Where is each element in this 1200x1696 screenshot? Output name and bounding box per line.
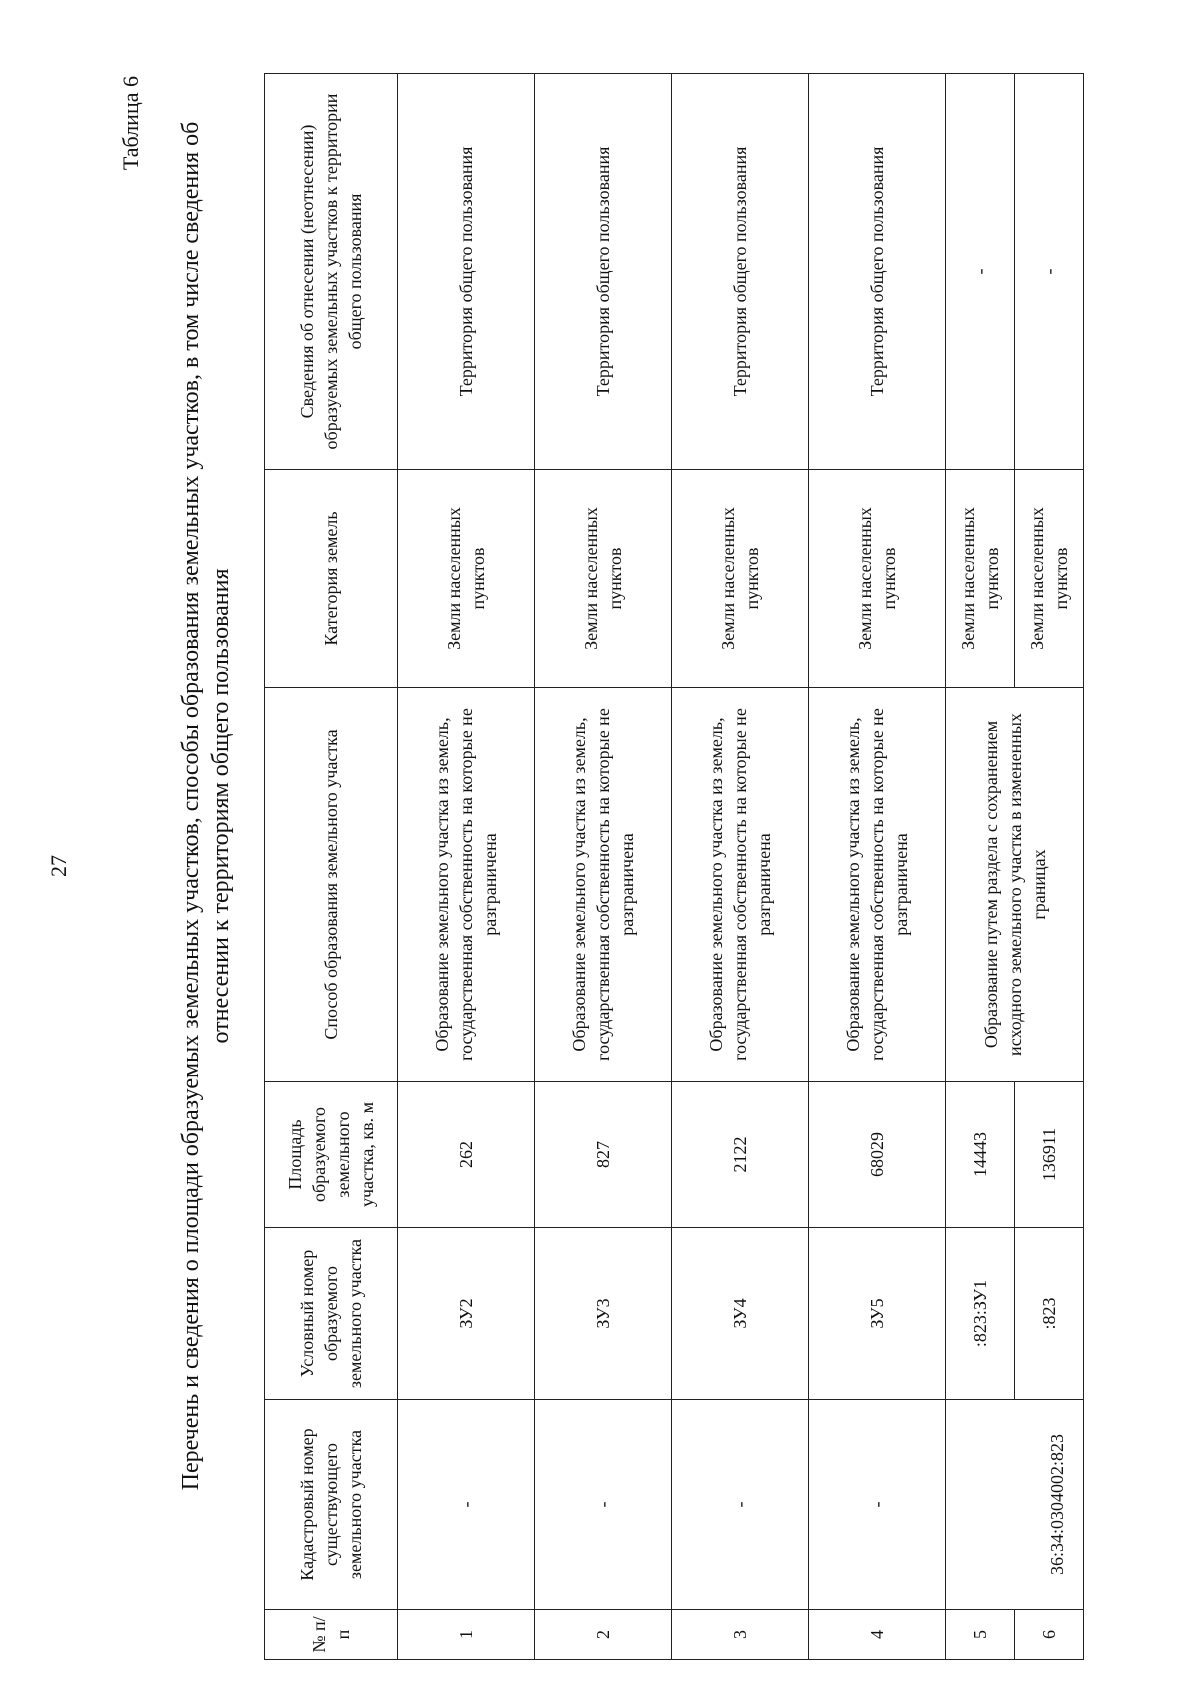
table-header-row <box>265 74 398 1660</box>
table-row <box>398 74 535 1660</box>
cell-number: 4 <box>809 1610 946 1660</box>
header-land-category: Категория земель <box>265 470 398 688</box>
table-row <box>809 74 946 1660</box>
cell-cadastral-number-merged: 36:34:0304002:823 <box>946 1400 1084 1610</box>
cell-formation-method: Образование земельного участка из земель, государственная собственность на которые не разграничена <box>672 688 809 1082</box>
header-area: Площадь образуемого земельного участка, кв. м <box>265 1082 398 1228</box>
cell-area: 14443 <box>946 1082 1015 1228</box>
cell-area: 2122 <box>672 1082 809 1228</box>
cell-public-use: - <box>1015 74 1084 470</box>
cell-cadastral-number: - <box>398 1400 535 1610</box>
cell-formation-method-merged: Образование путем раздела с сохранением исходного земельного участка в измененных границах <box>946 688 1084 1082</box>
cell-conditional-number: :823:ЗУ1 <box>946 1228 1015 1400</box>
cell-conditional-number: ЗУ3 <box>535 1228 672 1400</box>
table-row <box>946 74 1015 1660</box>
header-conditional-number: Условный номер образуемого земельного участка <box>265 1228 398 1400</box>
land-plots-table <box>264 73 1084 1660</box>
cell-conditional-number: ЗУ5 <box>809 1228 946 1400</box>
cell-public-use: Территория общего пользования <box>535 74 672 470</box>
header-cadastral-number: Кадастровый номер существующего земельного участка <box>265 1400 398 1610</box>
cell-land-category: Земли населенных пунктов <box>398 470 535 688</box>
cell-formation-method: Образование земельного участка из земель, государственная собственность на которые не разграничена <box>398 688 535 1082</box>
cell-formation-method: Образование земельного участка из земель, государственная собственность на которые не разграничена <box>535 688 672 1082</box>
cell-area: 68029 <box>809 1082 946 1228</box>
cell-land-category: Земли населенных пунктов <box>535 470 672 688</box>
cell-formation-method: Образование земельного участка из земель, государственная собственность на которые не разграничена <box>809 688 946 1082</box>
table-title: Перечень и сведения о площади образуемых земельных участков, способы образования земельных участков, в том числе сведения об отнесении к территориям общего пользования <box>178 121 234 1491</box>
table-row <box>672 74 809 1660</box>
table-label: Таблица 6 <box>118 76 143 171</box>
cell-cadastral-number: - <box>535 1400 672 1610</box>
cell-land-category: Земли населенных пунктов <box>1015 470 1084 688</box>
cell-number: 1 <box>398 1610 535 1660</box>
cell-number: 6 <box>1015 1610 1084 1660</box>
cell-conditional-number: :823 <box>1015 1228 1084 1400</box>
header-formation-method: Способ образования земельного участка <box>265 688 398 1082</box>
table-row <box>535 74 672 1660</box>
cell-number: 2 <box>535 1610 672 1660</box>
cell-land-category: Земли населенных пунктов <box>672 470 809 688</box>
cell-number: 5 <box>946 1610 1015 1660</box>
cell-public-use: Территория общего пользования <box>809 74 946 470</box>
cell-public-use: Территория общего пользования <box>398 74 535 470</box>
cell-public-use: - <box>946 74 1015 470</box>
cell-land-category: Земли населенных пунктов <box>809 470 946 688</box>
cell-area: 262 <box>398 1082 535 1228</box>
cell-area: 827 <box>535 1082 672 1228</box>
cell-cadastral-number: - <box>672 1400 809 1610</box>
header-public-use: Сведения об отнесении (неотнесении) образуемых земельных участков к территории общего пользования <box>265 74 398 470</box>
cell-cadastral-number: - <box>809 1400 946 1610</box>
cell-area: 136911 <box>1015 1082 1084 1228</box>
cell-conditional-number: ЗУ2 <box>398 1228 535 1400</box>
cell-conditional-number: ЗУ4 <box>672 1228 809 1400</box>
cell-land-category: Земли населенных пунктов <box>946 470 1015 688</box>
page-number: 27 <box>46 855 71 877</box>
cell-number: 3 <box>672 1610 809 1660</box>
cell-public-use: Территория общего пользования <box>672 74 809 470</box>
header-number: № п/п <box>265 1610 398 1660</box>
